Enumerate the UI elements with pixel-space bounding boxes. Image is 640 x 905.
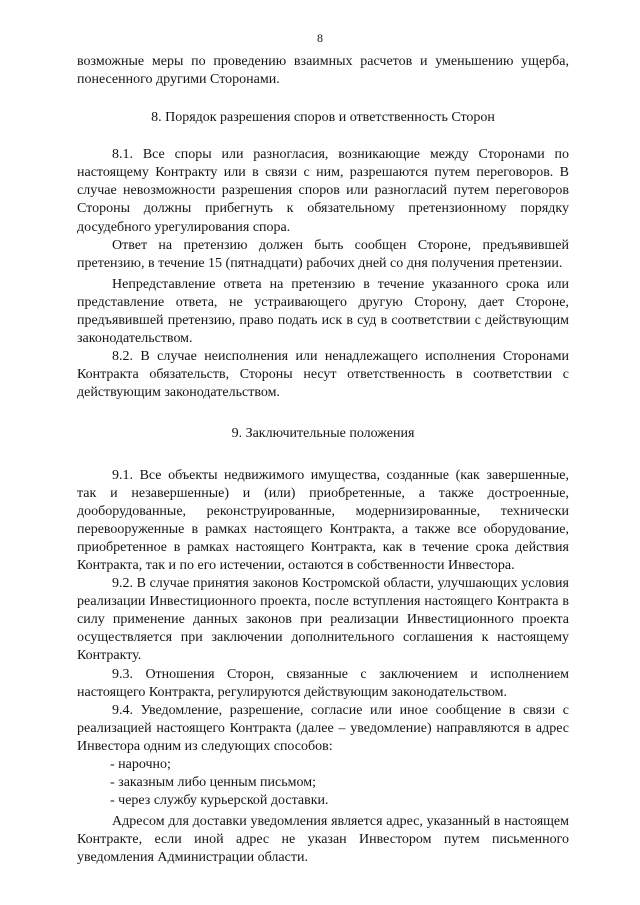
paragraph-8-1: 8.1. Все споры или разногласия, возникающие между Сторонами по настоящему Контракту или в связи с ним, разрешаются путем переговоров. В случае невозможности разрешения споров или разногласий путем переговоров Стороны должны прибегнуть к обязательному претензионному порядку досудебного урегулирования спора. — [77, 147, 569, 235]
delivery-methods-list — [77, 756, 569, 810]
list-item: - заказным либо ценным письмом; — [110, 775, 316, 791]
paragraph-notice-address: Адресом для доставки уведомления является адрес, указанный в настоящем Контракте, если иной адрес не указан Инвестором путем письменного уведомления Администрации области. — [77, 814, 569, 866]
section-8-heading: 8. Порядок разрешения споров и ответственность Сторон — [151, 110, 495, 126]
paragraph-9-3: 9.3. Отношения Сторон, связанные с заключением и исполнением настоящего Контракта, регулируются действующим законодательством. — [77, 666, 569, 700]
list-item: - нарочно; — [110, 757, 171, 772]
paragraph-9-4: 9.4. Уведомление, разрешение, согласие или иное сообщение в связи с реализацией настоящего Контракта (далее – уведомление) направляются в адрес Инвестора одним из следующих способов: — [77, 702, 569, 754]
page-number: 8 — [317, 31, 323, 45]
list-item: - через службу курьерской доставки. — [110, 793, 329, 809]
section-9-heading: 9. Заключительные положения — [231, 425, 415, 441]
paragraph-9-1: 9.1. Все объекты недвижимого имущества, созданные (как завершенные, так и незавершенные) и (или) приобретенные, а также достроенные, дооборудованные, реконструированные, модернизированные, технически перевооруженные в рамках настоящего Контракта, а также все оборудование, приобретенное в рамках настоящего Контракта, как в течение срока действия Контракта, так и по его истечении, остаются в собственности Инвестора. — [77, 467, 569, 573]
paragraph-9-2: 9.2. В случае принятия законов Костромской области, улучшающих условия реализации Инвестиционного проекта, после вступления настоящего Контракта в силу применение данных законов при реализации Инвестиционного проекта осуществляется при заключении дополнительного соглашения к настоящему Контракту. — [77, 576, 569, 664]
intro-paragraph: возможные меры по проведению взаимных расчетов и уменьшению ущерба, понесенного другими Сторонами. — [77, 54, 569, 88]
paragraph-claim-response: Ответ на претензию должен быть сообщен Стороне, предъявившей претензию, в течение 15 (пятнадцати) рабочих дней со дня получения претензии. — [77, 237, 569, 271]
document-body — [77, 53, 569, 868]
paragraph-claim-nonresponse: Непредставление ответа на претензию в течение указанного срока или представление ответа, не устраивающего другую Сторону, дает Стороне, предъявившей претензию, право подать иск в суд в соответствии с действующим законодательством. — [77, 276, 569, 347]
paragraph-8-2: 8.2. В случае неисполнения или ненадлежащего исполнения Сторонами Контракта обязательств, Стороны несут ответственность в соответствии с действующим законодательством. — [77, 349, 569, 401]
